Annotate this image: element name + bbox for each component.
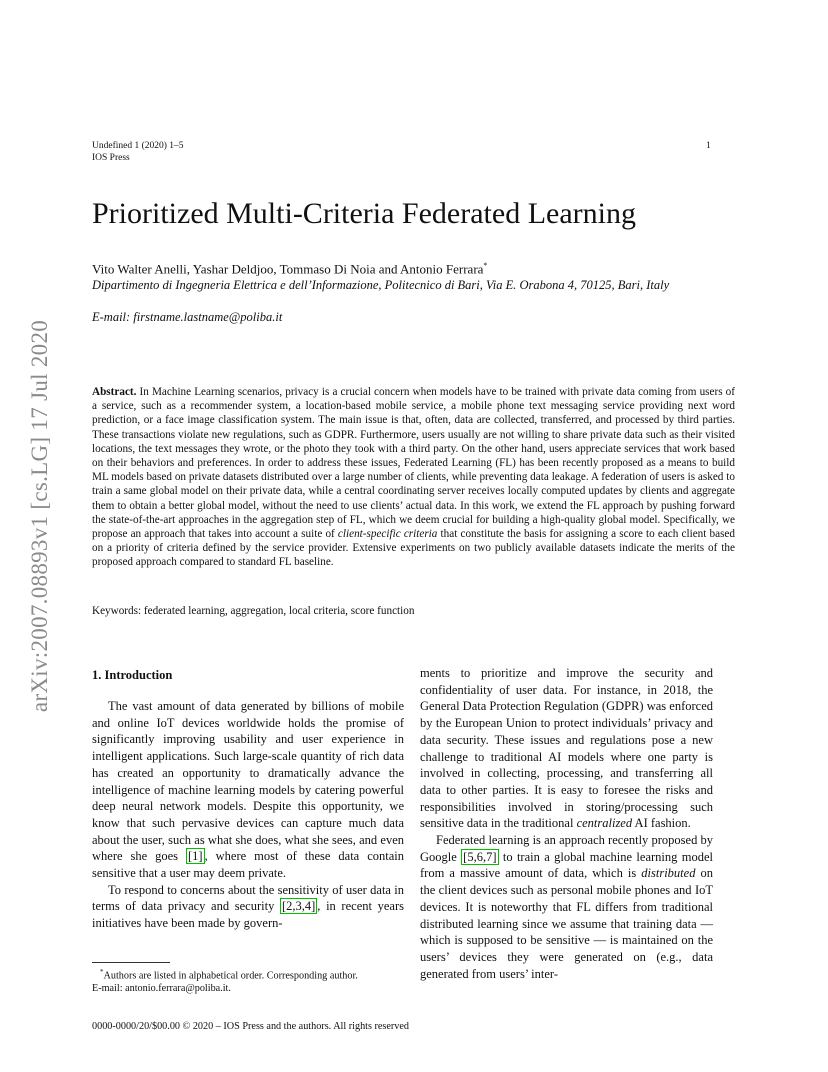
citation-link[interactable]: [5,6,7] (463, 849, 497, 864)
right-p2-text-b: to train a global machine learning model from a massive amount of data, which is (420, 849, 713, 881)
left-p1-text-b: , where most of these data contain sensitive that a user may deem private. (92, 849, 404, 881)
citation-link[interactable]: [1] (187, 849, 203, 864)
right-paragraph-2 (420, 832, 713, 982)
author-list (92, 258, 752, 277)
abstract-label: Abstract. (92, 386, 137, 398)
right-p1-text-a: ments to prioritize and improve the security and confidentiality of user data. For instance, in 2018, the General Data Protection Regulation (GDPR) was enforced by the European Union to protect individuals’ privacy and data security. These issues and regulations pose a new challenge to traditional AI models where one party is involved in collecting, processing, and transferring all data to other parties. It is easy to foresee the risks and responsibilities involved in storing/processing such sensitive data in the traditional (420, 666, 713, 831)
journal-header (92, 140, 184, 164)
left-p2-text-b: , in recent years initiatives have been made by govern- (92, 899, 404, 931)
right-p1-emphasis: centralized (576, 816, 633, 831)
right-p1-text-b: AI fashion. (632, 816, 691, 831)
abstract-emphasis: client-specific criteria (337, 528, 438, 541)
right-p2-emphasis: distributed (641, 866, 696, 881)
email: E-mail: firstname.lastname@poliba.it (92, 310, 283, 324)
footnote-line-2: E-mail: antonio.ferrara@poliba.it. (92, 983, 231, 995)
authors-text: Vito Walter Anelli, Yashar Deldjoo, Tommaso Di Noia and Antonio Ferrara (92, 261, 484, 277)
arxiv-sidebar (20, 296, 60, 736)
paper-title: Prioritized Multi-Criteria Federated Learning (92, 197, 636, 230)
journal-line-1: Undefined 1 (2020) 1–5 (92, 141, 184, 151)
right-paragraph-1 (420, 665, 713, 832)
abstract (92, 385, 735, 570)
footnote-mark: * (100, 968, 104, 976)
footnote-rule (92, 962, 170, 963)
section-heading-introduction: 1. Introduction (92, 668, 173, 682)
copyright-footer: 0000-0000/20/$00.00 © 2020 – IOS Press and the authors. All rights reserved (92, 1021, 410, 1032)
left-p1-text-a: The vast amount of data generated by billions of mobile and online IoT devices worldwide holds the promise of significantly improving usability and user experience in intelligent applications. Such large-scale quantity of rich data has created an opportunity to dramatically advance the intelligence of machine learning models by catering powerful deep neural network models. Despite this opportunity, we know that such pervasive devices can capture much data about the user, such as what she does, what she sees, and even where she goes (92, 699, 404, 864)
page-number: 1 (706, 141, 711, 151)
arxiv-id: arXiv:2007.08893v1 [cs.LG] 17 Jul 2020 (27, 319, 52, 713)
left-column (92, 698, 404, 932)
left-paragraph-2 (92, 882, 404, 932)
right-p2-text-c: on the client devices such as personal mobile phones and IoT devices. It is noteworthy that FL differs from traditional distributed learning since we assume that training data — which is supposed to be sensitive — is maintained on the users’ devices they were generated on (e.g., data generated from users’ inter- (420, 866, 714, 981)
right-column (420, 665, 713, 982)
author-footnote-mark: * (483, 261, 488, 270)
affiliation: Dipartimento di Ingegneria Elettrica e dell’Informazione, Politecnico di Bari, Via E. Orabona 4, 70125, Bari, Italy (92, 278, 670, 292)
footnote-text-1: Authors are listed in alphabetical order. Corresponding author. (103, 970, 358, 982)
footnote (92, 966, 404, 995)
left-paragraph-1 (92, 698, 404, 882)
abstract-text-a: In Machine Learning scenarios, privacy is a crucial concern when models have to be trained with private data coming from users of a service, such as a recommender system, a location-based mobile service, a mobile phone text messaging service providing next word prediction, or a face image classification system. The main issue is that, often, data are collected, transferred, and processed by third parties. These transactions violate new regulations, such as GDPR. Furthermore, users usually are not willing to share private data such as their visited locations, the text messages they wrote, or the photo they took with a third party. On the other hand, users appreciate services that work based on their behaviors and preferences. In order to address these issues, Federated Learning (FL) has been recently proposed as a means to build ML models based on private datasets distributed over a large number of clients, while preventing data leakage. A federation of users is asked to train a same global model on their private data, while a central coordinating server receives locally computed updates by clients and aggregate them to obtain a better global model, without the need to use clients’ actual data. In this work, we extend the FL approach by pushing forward the state-of-the-art approaches in the aggregation step of FL, which we deem crucial for building a high-quality global model. Specifically, we propose an approach that takes into account a suite of (92, 386, 735, 541)
footnote-line-1 (92, 966, 404, 982)
journal-line-2: IOS Press (92, 153, 130, 163)
keywords: Keywords: federated learning, aggregation, local criteria, score function (92, 605, 415, 617)
citation-link[interactable]: [2,3,4] (281, 899, 316, 914)
left-p2-text-a: To respond to concerns about the sensitivity of user data in terms of data privacy and security (92, 882, 404, 914)
abstract-text-b: that constitute the basis for assigning a score to each client based on a priority of criteria defined by the service provider. Extensive experiments on two publicly available datasets indicate the merits of the proposed approach compared to standard FL baseline. (92, 528, 735, 569)
right-p2-text-a: Federated learning is an approach recently proposed by Google (420, 833, 713, 864)
